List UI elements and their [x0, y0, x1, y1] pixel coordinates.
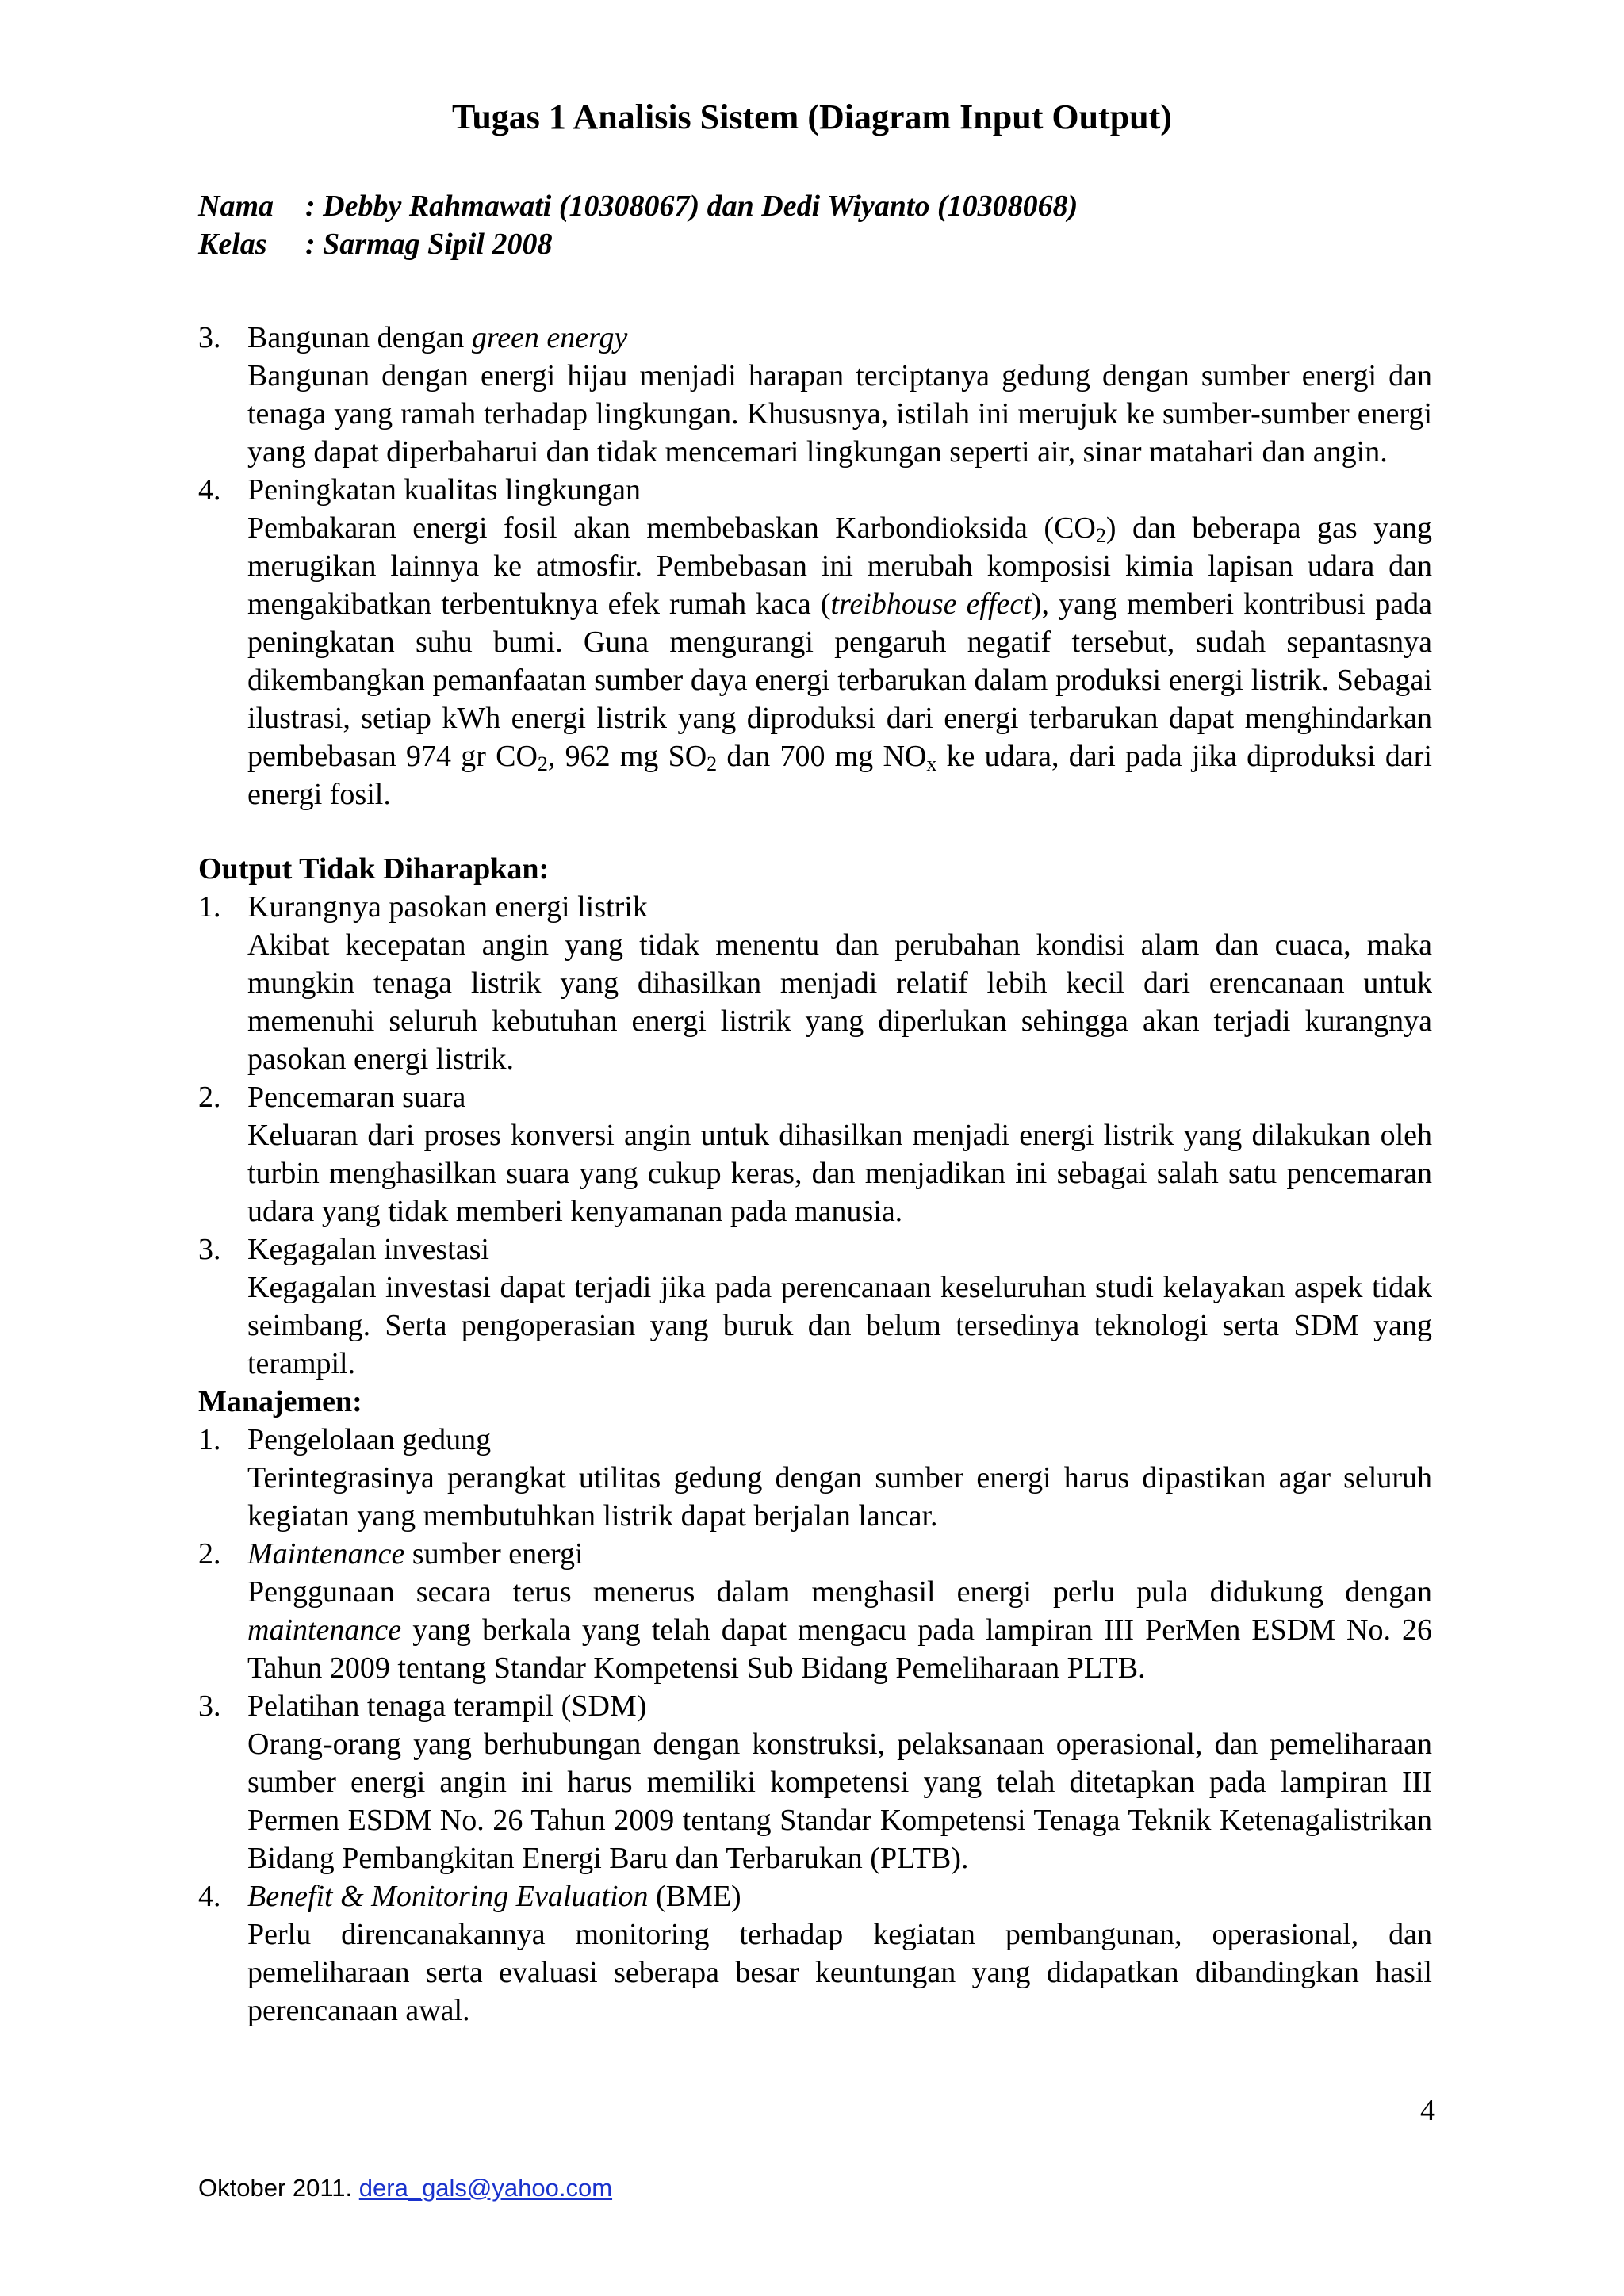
item-paragraph: Perlu direncanakannya monitoring terhadap kegiatan pembangunan, operasional, dan pemeliharaan serta evaluasi seberapa besar keuntungan yang didapatkan dibandingkan hasil perencanaan awal.	[247, 1918, 1432, 2027]
item-paragraph	[247, 509, 1432, 813]
list-item	[198, 1230, 1432, 1383]
item-heading: Pencemaran suara	[247, 1081, 466, 1114]
meta-kelas	[198, 227, 552, 262]
item-heading: Pengelolaan gedung	[247, 1423, 492, 1456]
spacer	[198, 813, 1432, 850]
item-paragraph	[247, 1573, 1432, 1687]
item-heading-text: (BME)	[648, 1880, 741, 1913]
item-number: 1.	[198, 1423, 221, 1456]
page-number: 4	[1420, 2094, 1435, 2127]
list-item	[198, 888, 1432, 1078]
item-heading	[247, 319, 1432, 357]
list-item	[198, 1535, 1432, 1687]
item-number: 2.	[198, 1081, 221, 1114]
nama-value: : Debby Rahmawati (10308067) dan Dedi Wiyanto (10308068)	[305, 189, 1078, 223]
list-item	[198, 1687, 1432, 1877]
list-item	[198, 319, 1432, 471]
item-paragraph: Terintegrasinya perangkat utilitas gedung dengan sumber energi harus dipastikan agar seluruh kegiatan yang membutuhkan listrik dapat berjalan lancar.	[247, 1461, 1432, 1533]
item-number: 3.	[198, 1689, 221, 1723]
item-number: 3.	[198, 321, 221, 354]
item-number: 4.	[198, 473, 221, 507]
item-paragraph: Kegagalan investasi dapat terjadi jika pada perencanaan keseluruhan studi kelayakan aspek tidak seimbang. Serta pengoperasian yang buruk dan belum tersedinya teknologi serta SDM yang terampil.	[247, 1271, 1432, 1380]
document-body	[198, 319, 1432, 2030]
list-item	[198, 1421, 1432, 1535]
item-heading-emphasis: Maintenance	[247, 1537, 405, 1571]
kelas-label: Kelas	[198, 228, 267, 261]
footer	[198, 2174, 612, 2202]
list-item	[198, 1078, 1432, 1230]
footer-email-link[interactable]: dera_gals@yahoo.com	[358, 2174, 613, 2202]
para-text: ) dan beberapa gas yang merugikan lainnya ke atmosfir. Pembebasan ini merubah komposisi kimia lapisan udara dan mengakibatkan terbentuknya efek rumah kaca (	[247, 511, 1432, 621]
item-heading-emphasis: Benefit & Monitoring Evaluation	[247, 1880, 649, 1913]
item-heading: Peningkatan kualitas lingkungan	[247, 473, 642, 507]
meta-nama	[198, 189, 1078, 224]
section-heading-output-tidak: Output Tidak Diharapkan:	[198, 852, 550, 886]
item-heading	[247, 1877, 1432, 1915]
para-text: ke udara, dari pada jika diproduksi dari energi fosil.	[247, 740, 1432, 811]
para-text: Penggunaan secara terus menerus dalam menghasil energi perlu pula didukung dengan	[247, 1575, 1432, 1609]
subscript: 2	[537, 752, 548, 775]
para-text: ), yang memberi kontribusi pada peningkatan suhu bumi. Guna mengurangi pengaruh negatif tersebut, sudah sepantasnya dikembangkan pemanfaatan sumber daya energi terbarukan dalam produksi energi listrik. Sebagai ilustrasi, setiap kWh energi listrik yang diproduksi dari energi terbarukan dapat menghindarkan pembebasan 974 gr CO	[247, 587, 1432, 773]
para-emphasis: maintenance	[247, 1613, 402, 1647]
page-title: Tugas 1 Analisis Sistem (Diagram Input Output)	[452, 98, 1172, 136]
nama-label: Nama	[198, 189, 274, 223]
item-heading-text: sumber energi	[404, 1537, 584, 1571]
item-paragraph: Orang-orang yang berhubungan dengan konstruksi, pelaksanaan operasional, dan pemeliharaan sumber energi angin ini harus memiliki kompetensi yang telah ditetapkan pada lampiran III Permen ESDM No. 26 Tahun 2009 tentang Standar Kompetensi Tenaga Teknik Ketenagalistrikan Bidang Pembangkitan Energi Baru dan Terbarukan (PLTB).	[247, 1728, 1432, 1875]
item-paragraph: Bangunan dengan energi hijau menjadi harapan terciptanya gedung dengan sumber energi dan tenaga yang ramah terhadap lingkungan. Khususnya, istilah ini merujuk ke sumber-sumber energi yang dapat diperbaharui dan tidak mencemari lingkungan seperti air, sinar matahari dan angin.	[247, 359, 1432, 469]
section-heading-manajemen: Manajemen:	[198, 1385, 362, 1418]
item-heading-emphasis: green energy	[471, 321, 628, 354]
item-number: 2.	[198, 1537, 221, 1571]
item-heading-text: Bangunan dengan	[247, 321, 472, 354]
footer-date: Oktober 2011.	[198, 2174, 359, 2202]
list-item	[198, 471, 1432, 813]
item-number: 1.	[198, 890, 221, 924]
para-text: yang berkala yang telah dapat mengacu pada lampiran III PerMen ESDM No. 26 Tahun 2009 tentang Standar Kompetensi Sub Bidang Pemeliharaan PLTB.	[247, 1613, 1432, 1685]
item-number: 4.	[198, 1880, 221, 1913]
item-heading: Kegagalan investasi	[247, 1233, 489, 1266]
para-text: Pembakaran energi fosil akan membebaskan Karbondioksida (CO	[247, 511, 1096, 545]
subscript: 2	[1095, 524, 1106, 547]
subscript: 2	[707, 752, 718, 775]
item-heading: Pelatihan tenaga terampil (SDM)	[247, 1689, 647, 1723]
para-text: , 962 mg SO	[547, 740, 707, 773]
para-emphasis: treibhouse effect	[830, 587, 1032, 621]
item-paragraph: Keluaran dari proses konversi angin untuk dihasilkan menjadi energi listrik yang dilakukan oleh turbin menghasilkan suara yang cukup keras, dan menjadikan ini sebagai salah satu pencemaran udara yang tidak memberi kenyamanan pada manusia.	[247, 1119, 1432, 1228]
para-text: dan 700 mg NO	[717, 740, 927, 773]
item-heading	[247, 1535, 1432, 1573]
list-item	[198, 1877, 1432, 2030]
item-paragraph: Akibat kecepatan angin yang tidak menentu dan perubahan kondisi alam dan cuaca, maka mungkin tenaga listrik yang dihasilkan menjadi relatif lebih kecil dari erencanaan untuk memenuhi seluruh kebutuhan energi listrik yang diperlukan sehingga akan terjadi kurangnya pasokan energi listrik.	[247, 928, 1432, 1076]
item-heading: Kurangnya pasokan energi listrik	[247, 890, 648, 924]
item-number: 3.	[198, 1233, 221, 1266]
subscript: x	[926, 752, 937, 775]
kelas-value: : Sarmag Sipil 2008	[305, 228, 553, 261]
